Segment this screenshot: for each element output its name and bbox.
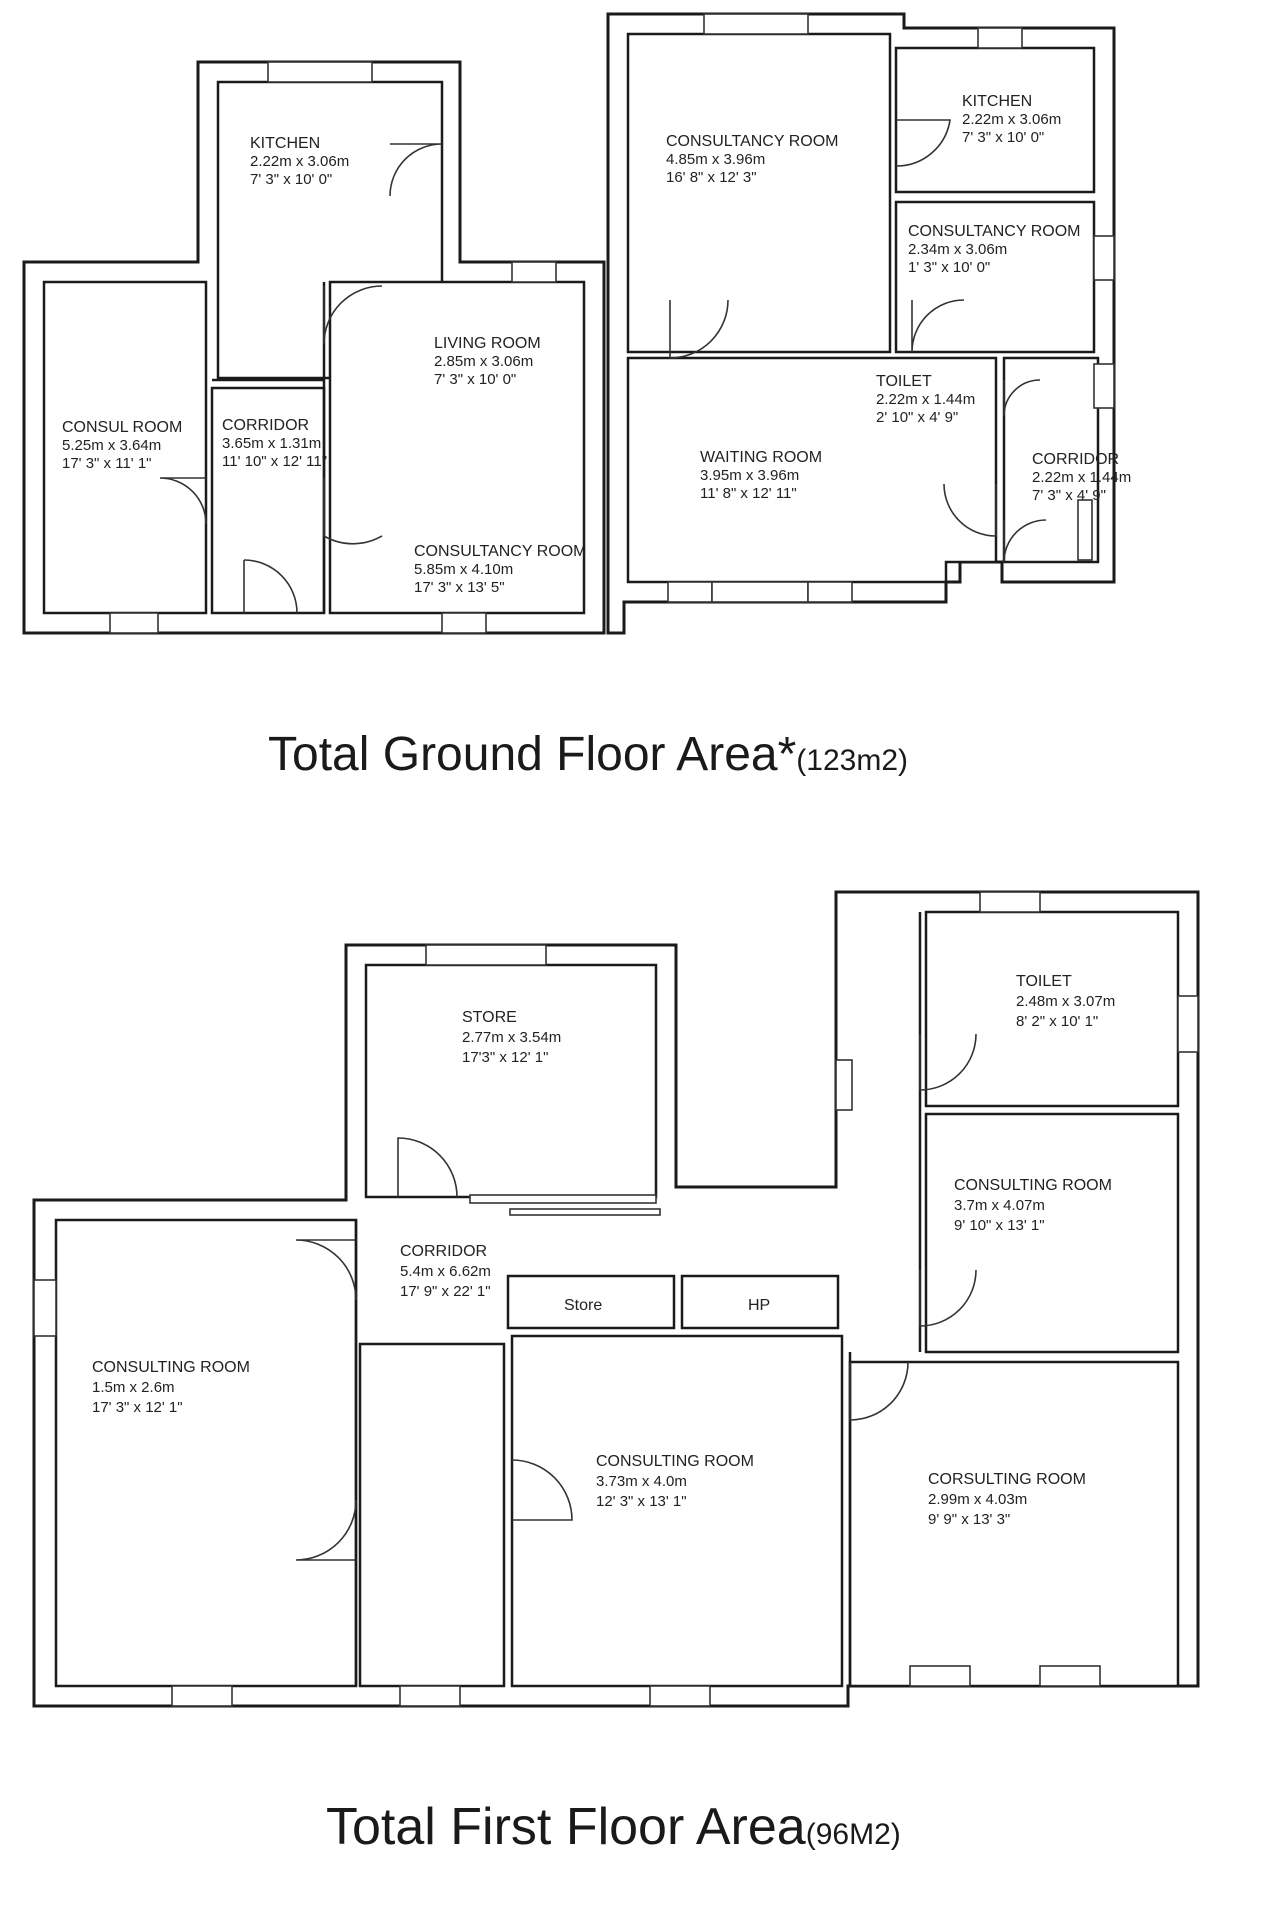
room-name: Store xyxy=(564,1297,603,1314)
room-imperial: 7' 3" x 10' 0" xyxy=(962,129,1045,146)
room-imperial: 11' 10" x 12' 11" xyxy=(222,453,328,470)
room-metric: 2.77m x 3.54m xyxy=(462,1029,562,1046)
ground-consultancy-room-large-area xyxy=(628,34,890,352)
ground-floor-plan xyxy=(24,14,1114,633)
room-imperial: 17' 3" x 12' 1" xyxy=(92,1399,183,1416)
room-name: CORSULTING ROOM xyxy=(928,1471,1086,1488)
room-imperial: 16' 8" x 12' 3" xyxy=(666,169,757,186)
first-window xyxy=(34,1280,56,1336)
first-window xyxy=(836,1060,852,1110)
first-sliding-partition xyxy=(510,1209,660,1215)
ground-window xyxy=(1094,236,1114,280)
room-imperial: 9' 10" x 13' 1" xyxy=(954,1217,1045,1234)
first-window xyxy=(650,1686,710,1706)
ground-floor-area-value: (123m2) xyxy=(796,744,908,777)
room-name: STORE xyxy=(462,1009,517,1026)
first-consulting-room-left-area xyxy=(56,1220,356,1686)
ground-window xyxy=(442,613,486,633)
room-imperial: 8' 2" x 10' 1" xyxy=(1016,1013,1099,1030)
room-metric: 3.65m x 1.31m xyxy=(222,435,322,452)
room-name: LIVING ROOM xyxy=(434,335,541,352)
ground-window xyxy=(1078,500,1092,560)
ground-floor-area-title xyxy=(268,728,908,781)
room-metric: 2.34m x 3.06m xyxy=(908,241,1008,258)
first-window xyxy=(1178,996,1198,1052)
ground-window xyxy=(712,582,808,602)
first-window xyxy=(400,1686,460,1706)
room-name: CONSUL ROOM xyxy=(62,419,183,436)
first-floor-area-value: (96M2) xyxy=(805,1818,901,1851)
room-name: CONSULTING ROOM xyxy=(596,1453,754,1470)
room-metric: 2.22m x 1.44m xyxy=(876,391,976,408)
room-metric: 5.85m x 4.10m xyxy=(414,561,514,578)
room-name: HP xyxy=(748,1297,771,1314)
room-imperial: 17' 3" x 11' 1" xyxy=(62,455,152,472)
room-name: CONSULTANCY ROOM xyxy=(908,223,1081,240)
room-imperial: 2' 10" x 4' 9" xyxy=(876,409,959,426)
ground-floor-title-text: Total Ground Floor Area* xyxy=(268,728,797,781)
first-floor-area-title xyxy=(326,1798,901,1856)
ground-window xyxy=(704,14,808,34)
room-imperial: 17' 3" x 13' 5" xyxy=(414,579,505,596)
room-name: CORRIDOR xyxy=(1032,451,1120,468)
first-room-label xyxy=(748,1297,770,1314)
first-small-room-area xyxy=(360,1344,504,1686)
first-room-label xyxy=(400,1243,491,1300)
ground-window xyxy=(110,613,158,633)
ground-window xyxy=(512,262,556,282)
room-metric: 2.22m x 3.06m xyxy=(962,111,1062,128)
room-name: CONSULTING ROOM xyxy=(954,1177,1112,1194)
first-window xyxy=(1040,1666,1100,1686)
ground-window xyxy=(978,28,1022,48)
room-metric: 2.85m x 3.06m xyxy=(434,353,534,370)
room-imperial: 7' 3" x 10' 0" xyxy=(250,171,333,188)
room-metric: 3.7m x 4.07m xyxy=(954,1197,1045,1214)
first-sliding-partition xyxy=(470,1195,656,1203)
room-name: TOILET xyxy=(1016,973,1072,990)
first-room-label xyxy=(564,1297,602,1314)
room-metric: 3.73m x 4.0m xyxy=(596,1473,687,1490)
first-window xyxy=(172,1686,232,1706)
room-imperial: 1' 3" x 10' 0" xyxy=(908,259,991,276)
room-imperial: 7' 3" x 10' 0" xyxy=(434,371,517,388)
room-metric: 3.95m x 3.96m xyxy=(700,467,800,484)
first-consulting-room-bottom-right-area xyxy=(850,1362,1178,1686)
room-imperial: 11' 8" x 12' 11" xyxy=(700,485,797,502)
ground-room-label xyxy=(1032,451,1131,504)
ground-window xyxy=(268,62,372,82)
room-metric: 2.48m x 3.07m xyxy=(1016,993,1116,1010)
ground-window xyxy=(668,582,712,602)
room-name: KITCHEN xyxy=(962,93,1033,110)
room-name: CORRIDOR xyxy=(400,1243,488,1260)
room-metric: 2.99m x 4.03m xyxy=(928,1491,1028,1508)
first-window xyxy=(910,1666,970,1686)
room-name: WAITING ROOM xyxy=(700,449,823,466)
room-name: KITCHEN xyxy=(250,135,321,152)
room-metric: 5.4m x 6.62m xyxy=(400,1263,491,1280)
room-name: TOILET xyxy=(876,373,932,390)
room-name: CORRIDOR xyxy=(222,417,310,434)
room-name: CONSULTING ROOM xyxy=(92,1359,250,1376)
ground-window xyxy=(1094,364,1114,408)
first-consulting-room-center-area xyxy=(512,1336,842,1686)
room-name: CONSULTANCY ROOM xyxy=(666,133,839,150)
room-imperial: 12' 3" x 13' 1" xyxy=(596,1493,687,1510)
room-metric: 2.22m x 3.06m xyxy=(250,153,350,170)
room-imperial: 17'3" x 12' 1" xyxy=(462,1049,549,1066)
room-imperial: 9' 9" x 13' 3" xyxy=(928,1511,1011,1528)
room-name: CONSULTANCY ROOM xyxy=(414,543,587,560)
room-metric: 2.22m x 1.44m xyxy=(1032,469,1132,486)
room-imperial: 7' 3" x 4' 9" xyxy=(1032,487,1106,504)
first-window xyxy=(426,945,546,965)
room-metric: 5.25m x 3.64m xyxy=(62,437,162,454)
room-imperial: 17' 9" x 22' 1" xyxy=(400,1283,491,1300)
first-window xyxy=(980,892,1040,912)
first-floor-title-text: Total First Floor Area xyxy=(326,1798,806,1856)
ground-window xyxy=(808,582,852,602)
first-store-area xyxy=(366,965,656,1197)
room-metric: 4.85m x 3.96m xyxy=(666,151,766,168)
room-metric: 1.5m x 2.6m xyxy=(92,1379,175,1396)
